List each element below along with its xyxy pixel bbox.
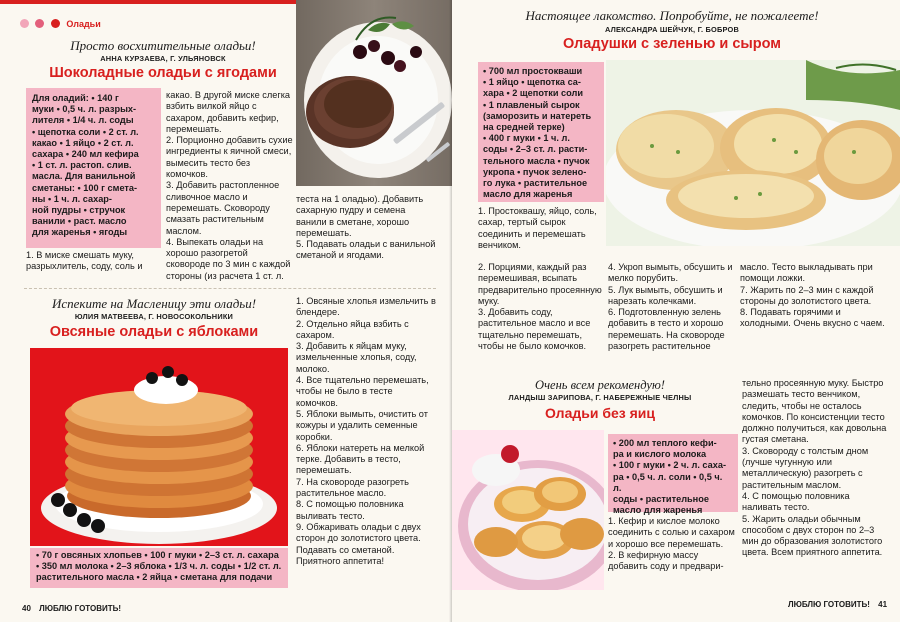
right-page	[452, 0, 900, 622]
ingredient-line: соды • растительное	[613, 494, 709, 505]
recipe3-step8: 8. Подавать горячими и холодными. Очень вкусно с чаем.	[740, 307, 885, 329]
dot-icon	[20, 19, 29, 28]
ingredient-line: го лука • растительное	[483, 178, 588, 189]
ingredient-line: • 1 плавленый сырок	[483, 99, 580, 110]
herb-cheese-pancakes-photo	[606, 60, 900, 246]
recipe1-step1: 1. В миске смешать муку, разрыхлитель, соду, соль и	[26, 250, 143, 272]
recipe1-ingredients	[26, 88, 161, 248]
ingredient-line: • 350 мл молока • 2–3 яблока • 1/3 ч. л. соды • 1/2 ст. л.	[36, 561, 282, 572]
recipe2-step: 6. Яблоки натереть на мелкой терке. Добавить в тесто, перемешать.	[296, 442, 425, 476]
recipe1-step1-cont: какао. В другой миске слегка взбить вилкой яйцо с сахаром, добавить кефир, перемешать.	[166, 90, 291, 134]
ingredient-line: • 100 г муки • 2 ч. л. саха-	[613, 460, 727, 471]
recipe4-step2-cont: тельно просеянную муку. Быстро размешать тесто венчиком, следить, чтобы не осталось комочков. По консистенции тесто должно получиться, как довольна густая сметана.	[742, 378, 887, 445]
recipe4-title: Оладьи без яиц	[544, 405, 656, 421]
ingredient-line: лителя • 1/4 ч. л. соды	[32, 115, 134, 126]
ingredient-line: хара • 2 щепотки соли	[483, 88, 583, 99]
recipe2-kicker: Испеките на Масленицу эти оладьи!	[51, 296, 257, 311]
ingredient-line: • щепотка соли • 2 ст. л.	[32, 126, 139, 137]
recipe3-step7: 7. Жарить по 2–3 мин с каждой стороны до золотистого цвета.	[740, 284, 874, 306]
recipe4-col2	[742, 378, 890, 559]
dot-icon	[35, 19, 44, 28]
recipe2-step: 4. Все тщательно перемешать, чтобы не было в тесте комочков.	[296, 375, 429, 408]
recipe3-col3	[740, 262, 886, 330]
ingredient-line: • 1 яйцо • щепотка са-	[483, 77, 581, 88]
recipe2-step: 2. Отдельно яйца взбить с сахаром.	[296, 318, 409, 340]
recipe4-step5: 5. Жарить оладьи обычным способом с двух сторон по 2–3 мин до образования золотистого цвета. Всем приятного аппетита.	[742, 513, 883, 558]
ingredient-line: для жаренья • ягоды	[32, 227, 128, 238]
recipe4-kicker: Очень всем рекомендую!	[535, 378, 665, 392]
photo-illustration	[30, 348, 288, 546]
recipe2-step: 3. Добавить к яйцам муку, измельченные хлопья, соду, молоко.	[296, 341, 417, 374]
page-number: 40	[22, 604, 31, 613]
ingredient-line: ра и кислого молока	[613, 449, 707, 460]
photo-illustration	[296, 0, 452, 186]
ingredient-line: на средней терке)	[483, 122, 565, 133]
magazine-name: ЛЮБЛЮ ГОТОВИТЬ!	[39, 604, 122, 613]
recipe1-col3	[296, 194, 436, 262]
recipe3-step6-cont: масло. Тесто выкладывать при помощи ложки.	[740, 262, 873, 284]
recipe1-step4: 4. Выпекать оладьи на хорошо разогретой сковороде по 3 мин с каждой стороны (из расчета 1 ст. л.	[166, 236, 291, 281]
right-footer	[788, 600, 887, 609]
ingredient-line: муки • 0,5 ч. л. разрых-	[32, 104, 137, 115]
ingredient-line: ной пудры • стручок	[32, 205, 126, 216]
recipe3-step2: 2. Порциями, каждый раз перемешивая, всыпать предварительно просеянную муку.	[478, 262, 602, 306]
ingredient-line: • 1 ст. л. растоп. слив.	[32, 160, 132, 171]
ingredient-line: тельного масла • пучок	[483, 155, 590, 166]
recipe1-title: Шоколадные оладьи с ягодами	[49, 65, 277, 81]
recipe3-step6: 6. Подготовленную зелень добавить в тесто и хорошо перемешать. На сковороде разогреть растительное	[608, 307, 725, 352]
recipe1-step3: 3. Добавить растопленное сливочное масло и перемешать. Сковороду смазать растительным маслом.	[166, 180, 280, 236]
ingredient-line: растительного масла • 2 яйца • сметана для подачи	[36, 572, 273, 583]
ingredient-line: • 70 г овсяных хлопьев • 100 г муки • 2–3 ст. л. сахара	[36, 550, 279, 560]
recipe1-step4-cont: теста на 1 оладью). Добавить сахарную пудру и семена ванили в сметане, хорошо перемешать.	[296, 194, 424, 238]
recipe4-step1: 1. Кефир и кислое молоко соединить с солью и сахаром и хорошо все перемешать.	[608, 516, 735, 549]
eggless-pancakes-photo	[452, 430, 604, 590]
magazine-name: ЛЮБЛЮ ГОТОВИТЬ!	[788, 600, 870, 609]
recipe1-col2	[166, 90, 294, 282]
recipe3-col2	[608, 262, 736, 352]
recipe3-step4: 4. Укроп вымыть, обсушить и мелко порубить.	[608, 262, 733, 284]
recipe1-step2: 2. Порционно добавить сухие ингредиенты к яичной смеси, вымесить тесто без комочков.	[166, 135, 293, 180]
oat-pancakes-photo	[30, 348, 288, 546]
page-number: 41	[878, 600, 888, 609]
divider	[24, 288, 436, 289]
recipe2-step: 1. Овсяные хлопья измельчить в блендере.	[296, 296, 436, 318]
recipe3-step1: 1. Простоквашу, яйцо, соль, сахар, тертый сырок соединить и перемешать венчиком.	[478, 206, 597, 250]
recipe2-title: Овсяные оладьи с яблоками	[49, 324, 259, 340]
recipe1-author: АННА КУРЗАЕВА, Г. УЛЬЯНОВСК	[100, 54, 226, 63]
recipe1-step5: 5. Подавать оладьи с ванильной сметаной и ягодами.	[296, 239, 436, 261]
dot-icon	[51, 19, 60, 28]
ingredient-line: масло для жаренья	[483, 189, 573, 200]
recipe2-steps	[296, 296, 436, 567]
recipe3-col1b	[478, 262, 604, 352]
recipe3-step5: 5. Лук вымыть, обсушить и нарезать колечками.	[608, 284, 723, 306]
ingredient-line: • 200 мл теплого кефи-	[613, 438, 717, 448]
recipe2-step: 9. Обжаривать оладьи с двух сторон до золотистого цвета. Подавать со сметаной. Приятного аппетита!	[296, 521, 421, 566]
ingredient-line: ванили • раст. масло	[32, 216, 127, 227]
recipe4-col1	[608, 516, 738, 572]
ingredient-line: • 700 мл простокваши	[483, 66, 583, 76]
recipe2-step: 5. Яблоки вымыть, очистить от кожуры и удалить семенные коробки.	[296, 408, 428, 442]
recipe3-col1	[478, 206, 604, 251]
top-rule	[0, 0, 300, 4]
ingredient-line: соды • 2–3 ст. л. расти-	[483, 144, 588, 155]
ingredient-line: укропа • пучок зелено-	[483, 166, 587, 177]
left-footer	[22, 604, 121, 613]
ingredient-line: • 400 г муки • 1 ч. л.	[483, 133, 570, 144]
section-tag	[20, 14, 101, 32]
ingredient-line: масла. Для ванильной	[32, 171, 136, 182]
recipe4-step2: 2. В кефирную массу добавить соду и предвари-	[608, 549, 724, 572]
recipe4-step4: 4. С помощью половника наливать тесто.	[742, 490, 850, 513]
recipe2-step: 8. С помощью половника выливать тесто.	[296, 499, 404, 521]
ingredient-line: Для оладий: • 140 г	[32, 93, 119, 103]
ingredient-line: (заморозить и натереть	[483, 110, 592, 121]
recipe3-step3: 3. Добавить соду, растительное масло и все тщательно перемешать, чтобы не было комочков.	[478, 307, 591, 352]
recipe4-step3: 3. Сковороду с толстым дном (лучше чугунную или металлическую) разогреть с растительным маслом.	[742, 445, 869, 490]
ingredient-line: сахара • 240 мл кефира	[32, 149, 139, 160]
ingredient-line: какао • 1 яйцо • 2 ст. л.	[32, 137, 134, 148]
recipe1-kicker: Просто восхитительные оладьи!	[70, 38, 256, 53]
recipe3-kicker: Настоящее лакомство. Попробуйте, не пожалеете!	[525, 8, 819, 23]
recipe4-ingredients	[608, 434, 738, 516]
photo-illustration	[606, 60, 900, 246]
ingredient-line: масло для жаренья	[613, 505, 703, 516]
recipe2-step: 7. На сковороде разогреть растительное масло.	[296, 476, 409, 499]
recipe4-author: ЛАНДЫШ ЗАРИПОВА, Г. НАБЕРЕЖНЫЕ ЧЕЛНЫ	[508, 393, 692, 402]
ingredient-line: ра • 0,5 ч. л. соли • 0,5 ч. л.	[613, 471, 723, 493]
chocolate-pancakes-photo	[296, 0, 452, 186]
recipe3-ingredients	[478, 62, 604, 202]
recipe3-title: Оладушки с зеленью и сыром	[562, 36, 782, 52]
recipe3-author: АЛЕКСАНДРА ШЕЙЧУК, Г. БОБРОВ	[604, 25, 740, 34]
ingredient-line: сметаны: • 100 г смета-	[32, 182, 138, 193]
recipe2-author: ЮЛИЯ МАТВЕЕВА, Г. НОВОСОКОЛЬНИКИ	[74, 312, 234, 321]
recipe2-ingredients	[30, 548, 288, 588]
section-tag-label: Оладьи	[66, 19, 101, 29]
ingredient-line: ны • 1 ч. л. сахар-	[32, 193, 112, 204]
photo-illustration	[452, 430, 604, 590]
